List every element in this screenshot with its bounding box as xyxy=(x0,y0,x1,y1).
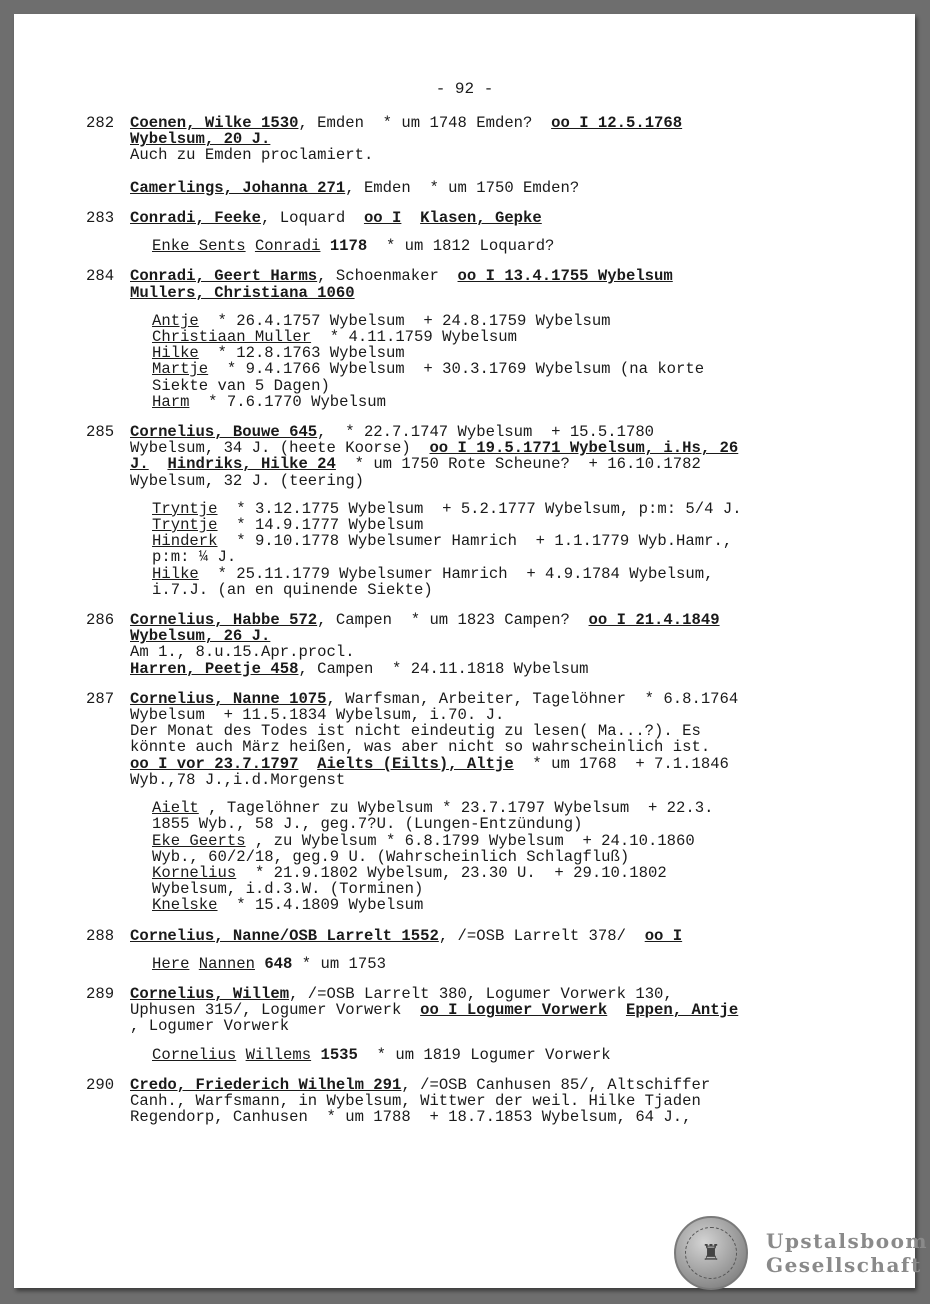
entry-text: Canh., Warfsmann, in Wybelsum, Wittwer der weil. Hilke Tjaden xyxy=(130,1091,701,1110)
register-entry xyxy=(86,928,856,972)
entry-line xyxy=(130,739,856,755)
entry-line xyxy=(130,180,856,196)
entry-text: , Campen * um 1823 Campen? xyxy=(317,611,589,630)
entry-line xyxy=(130,986,856,1002)
child-name: Antje xyxy=(152,311,199,330)
register-entry xyxy=(86,424,856,598)
child-name: Knelske xyxy=(152,896,218,915)
person-link: Conradi, Feeke xyxy=(130,209,262,227)
entry-text: * 26.4.1757 Wybelsum + 24.8.1759 Wybelsum xyxy=(198,311,611,330)
entry-text: Wybelsum + 11.5.1834 Wybelsum, i.70. J. xyxy=(130,706,505,725)
child-line xyxy=(152,345,856,361)
person-link: J. xyxy=(130,455,149,474)
entry-number: 289 xyxy=(86,984,115,1003)
entry-text xyxy=(320,237,329,255)
child-name: Enke Sents xyxy=(152,237,246,256)
entry-line xyxy=(130,1093,856,1109)
child-line xyxy=(152,238,856,254)
register-entry xyxy=(86,1077,856,1126)
entry-text: , Tagelöhner zu Wybelsum * 23.7.1797 Wybelsum + 22.3. xyxy=(198,799,714,818)
person-link: Wybelsum, 20 J. xyxy=(130,130,271,149)
children-list xyxy=(130,1047,856,1063)
child-name: Eke Geerts xyxy=(152,831,246,850)
entry-text: Wybelsum, 32 J. (teering) xyxy=(130,471,364,490)
child-name: Martje xyxy=(152,360,209,379)
entry-line xyxy=(130,473,856,489)
entry-number: 283 xyxy=(86,209,115,227)
entry-text: , zu Wybelsum * 6.8.1799 Wybelsum + 24.10.1860 xyxy=(245,831,695,850)
entry-line xyxy=(130,772,856,788)
person-link: Aielts (Eilts), Altje xyxy=(317,754,514,773)
entry-text: * 25.11.1779 Wybelsumer Hamrich + 4.9.1784 Wybelsum, xyxy=(198,564,714,583)
entry-text: , * 22.7.1747 Wybelsum + 15.5.1780 xyxy=(317,423,655,442)
person-link: Wybelsum, 26 J. xyxy=(130,627,271,646)
register-ref: 1178 xyxy=(329,237,368,256)
entry-text: Am 1., 8.u.15.Apr.procl. xyxy=(130,643,355,662)
person-link: Klasen, Gepke xyxy=(420,209,542,227)
entry-text xyxy=(236,1046,245,1064)
entry-line xyxy=(130,131,856,147)
children-list xyxy=(130,800,856,913)
register-entry xyxy=(86,986,856,1063)
entry-text: könnte auch März heißen, was aber nicht so wahrscheinlich ist. xyxy=(130,738,711,757)
register-entry xyxy=(86,115,856,196)
entry-number: 290 xyxy=(86,1075,115,1094)
entry-text: , Warfsman, Arbeiter, Tagelöhner * 6.8.1764 xyxy=(326,689,739,708)
child-line xyxy=(152,881,856,897)
entry-line xyxy=(130,164,856,180)
entry-text: 1855 Wyb., 58 J., geg.7?U. (Lungen-Entzündung) xyxy=(152,815,583,834)
entry-text: Siekte van 5 Dagen) xyxy=(152,376,330,395)
entry-text: i.7.J. (an en quinende Siekte) xyxy=(152,580,433,599)
person-link: Conradi, Geert Harms xyxy=(130,267,318,286)
entry-text xyxy=(246,237,255,255)
register-entry xyxy=(86,691,856,914)
register-ref: 1535 xyxy=(320,1045,358,1064)
child-line xyxy=(152,582,856,598)
entry-text: , /=OSB Larrelt 380, Logumer Vorwerk 130, xyxy=(289,984,673,1003)
person-link: Hindriks, Hilke 24 xyxy=(167,455,336,474)
child-name: Tryntje xyxy=(152,499,218,518)
person-link: oo I 19.5.1771 Wybelsum, i.Hs, 26 xyxy=(429,439,739,458)
entry-text: * 15.4.1809 Wybelsum xyxy=(217,896,424,915)
child-name: Hinderk xyxy=(152,532,218,551)
entry-line xyxy=(130,1018,856,1034)
register-ref: 648 xyxy=(264,954,293,973)
entry-text: * 9.4.1766 Wybelsum + 30.3.1769 Wybelsum (na korte xyxy=(208,360,705,379)
person-link: Cornelius, Nanne 1075 xyxy=(130,689,327,708)
child-line xyxy=(152,566,856,582)
entry-line xyxy=(130,723,856,739)
entry-line xyxy=(130,268,856,284)
entry-text: * 9.10.1778 Wybelsumer Hamrich + 1.1.1779 Wyb.Hamr., xyxy=(217,532,733,551)
child-line xyxy=(152,361,856,377)
register-entry xyxy=(86,268,856,410)
child-line xyxy=(152,865,856,881)
entry-line xyxy=(130,661,856,677)
children-list xyxy=(130,501,856,598)
entry-text: * um 1812 Loquard? xyxy=(367,237,555,256)
entry-text: Regendorp, Canhusen * um 1788 + 18.7.1853 Wybelsum, 64 J., xyxy=(130,1108,692,1127)
child-name: Conradi xyxy=(254,237,321,256)
child-name: Hilke xyxy=(152,344,199,363)
entry-text: , /=OSB Canhusen 85/, Altschiffer xyxy=(401,1075,711,1094)
child-line xyxy=(152,800,856,816)
entry-line xyxy=(130,612,856,628)
person-link: Eppen, Antje xyxy=(625,1001,739,1020)
entry-text: Der Monat des Todes ist nicht eindeutig zu lesen( Ma...?). Es xyxy=(130,722,701,741)
person-link: oo I 21.4.1849 xyxy=(588,611,720,630)
child-name: Here xyxy=(152,954,190,973)
entry-number: 282 xyxy=(86,114,115,132)
child-line xyxy=(152,549,856,565)
child-line xyxy=(152,533,856,549)
child-name: Harm xyxy=(152,392,190,411)
children-list xyxy=(130,313,856,410)
entry-text: Wyb.,78 J.,i.d.Morgenst xyxy=(130,770,346,789)
person-link: oo I 12.5.1768 xyxy=(551,114,683,132)
child-line xyxy=(152,1047,856,1063)
person-link: Camerlings, Johanna 271 xyxy=(130,178,346,197)
entry-text: Wyb., 60/2/18, geg.9 U. (Wahrscheinlich Schlagfluß) xyxy=(152,847,630,866)
entry-text: , Loquard xyxy=(261,209,364,227)
logo-line-1: Upstalsboom xyxy=(766,1229,929,1253)
child-line xyxy=(152,897,856,913)
entry-text: * um 1750 Rote Scheune? + 16.10.1782 xyxy=(335,455,701,474)
children-list xyxy=(130,238,856,254)
child-name: Tryntje xyxy=(152,516,218,535)
child-name: Cornelius xyxy=(152,1045,237,1064)
entry-line xyxy=(130,147,856,163)
children-list xyxy=(130,956,856,972)
child-name: Willems xyxy=(245,1045,312,1064)
entry-text: , Emden * um 1748 Emden? xyxy=(298,114,552,132)
entry-text: , Campen * 24.11.1818 Wybelsum xyxy=(298,659,589,678)
person-link: oo I 13.4.1755 Wybelsum xyxy=(457,267,673,286)
entry-text: Wybelsum, i.d.3.W. (Torminen) xyxy=(152,880,424,899)
person-link: Mullers, Christiana 1060 xyxy=(130,283,355,302)
child-line xyxy=(152,956,856,972)
entry-line xyxy=(130,424,856,440)
entry-line xyxy=(130,440,856,456)
child-name: Nannen xyxy=(198,954,255,973)
entry-text: * 3.12.1775 Wybelsum + 5.2.1777 Wybelsum, p:m: 5/4 J. xyxy=(217,499,742,518)
entry-line xyxy=(130,456,856,472)
entry-text: * 7.6.1770 Wybelsum xyxy=(189,392,386,411)
entry-line xyxy=(130,285,856,301)
child-name: Aielt xyxy=(152,799,199,818)
person-link: Cornelius, Bouwe 645 xyxy=(130,423,318,442)
child-line xyxy=(152,833,856,849)
entry-number: 286 xyxy=(86,611,115,630)
person-link: Cornelius, Willem xyxy=(130,984,290,1003)
child-line xyxy=(152,329,856,345)
person-link: oo I xyxy=(363,209,402,227)
publisher-logo xyxy=(674,1216,928,1290)
entry-text xyxy=(255,955,264,973)
register-entry xyxy=(86,612,856,677)
entry-text: p:m: ¼ J. xyxy=(152,548,237,567)
entry-number: 287 xyxy=(86,689,115,708)
person-link: Harren, Peetje 458 xyxy=(130,659,299,678)
entry-line xyxy=(130,928,856,944)
register-entry xyxy=(86,210,856,254)
entry-line xyxy=(130,628,856,644)
entry-text: * 21.9.1802 Wybelsum, 23.30 U. + 29.10.1802 xyxy=(236,863,667,882)
entry-text: Wybelsum, 34 J. (heete Koorse) xyxy=(130,439,430,458)
person-link: Cornelius, Nanne/OSB Larrelt 1552 xyxy=(130,926,439,945)
entry-text: * 4.11.1759 Wybelsum xyxy=(311,328,517,347)
entry-text xyxy=(607,1001,626,1019)
entry-text: , Schoenmaker xyxy=(317,267,458,286)
entry-line xyxy=(130,1002,856,1018)
entry-number: 288 xyxy=(86,926,115,945)
entry-number: 284 xyxy=(86,267,115,286)
entry-text xyxy=(189,955,198,973)
logo-line-2: Gesellschaft xyxy=(766,1253,922,1277)
child-line xyxy=(152,313,856,329)
entry-line xyxy=(130,1077,856,1093)
entry-line xyxy=(130,644,856,660)
seal-icon: ♜ xyxy=(674,1216,748,1290)
entry-text: * um 1768 + 7.1.1846 xyxy=(513,754,729,773)
child-name: Hilke xyxy=(152,564,199,583)
entry-line xyxy=(130,756,856,772)
document-page xyxy=(14,14,929,1288)
child-line xyxy=(152,816,856,832)
entry-text: * 14.9.1777 Wybelsum xyxy=(217,516,424,535)
entry-text: , Logumer Vorwerk xyxy=(130,1017,290,1036)
person-link: Credo, Friederich Wilhelm 291 xyxy=(130,1075,402,1094)
person-link: Coenen, Wilke 1530 xyxy=(130,114,299,132)
entry-line xyxy=(130,1109,856,1125)
entry-number: 285 xyxy=(86,423,115,442)
entry-text: * um 1819 Logumer Vorwerk xyxy=(357,1045,611,1064)
entry-line xyxy=(130,210,856,226)
person-link: oo I Logumer Vorwerk xyxy=(420,1001,608,1020)
entry-line xyxy=(130,691,856,707)
person-link: Cornelius, Habbe 572 xyxy=(130,611,318,630)
child-line xyxy=(152,517,856,533)
child-line xyxy=(152,849,856,865)
child-line xyxy=(152,501,856,517)
entry-text: * 12.8.1763 Wybelsum xyxy=(198,344,405,363)
entry-text: * um 1753 xyxy=(292,954,386,973)
entry-text: Uphusen 315/, Logumer Vorwerk xyxy=(130,1001,421,1020)
person-link: oo I vor 23.7.1797 xyxy=(130,754,299,773)
page-number: - 92 - xyxy=(435,80,494,98)
entry-line xyxy=(130,707,856,723)
entry-text: Auch zu Emden proclamiert. xyxy=(130,146,374,165)
entry-text: , /=OSB Larrelt 378/ xyxy=(438,926,645,945)
entry-text: , Emden * um 1750 Emden? xyxy=(345,178,580,197)
child-name: Kornelius xyxy=(152,863,237,882)
entry-text xyxy=(401,209,420,227)
child-line xyxy=(152,394,856,410)
person-link: oo I xyxy=(644,926,683,945)
child-name: Christiaan Muller xyxy=(152,328,312,347)
register-entries xyxy=(86,115,856,1139)
child-line xyxy=(152,378,856,394)
entry-line xyxy=(130,115,856,131)
